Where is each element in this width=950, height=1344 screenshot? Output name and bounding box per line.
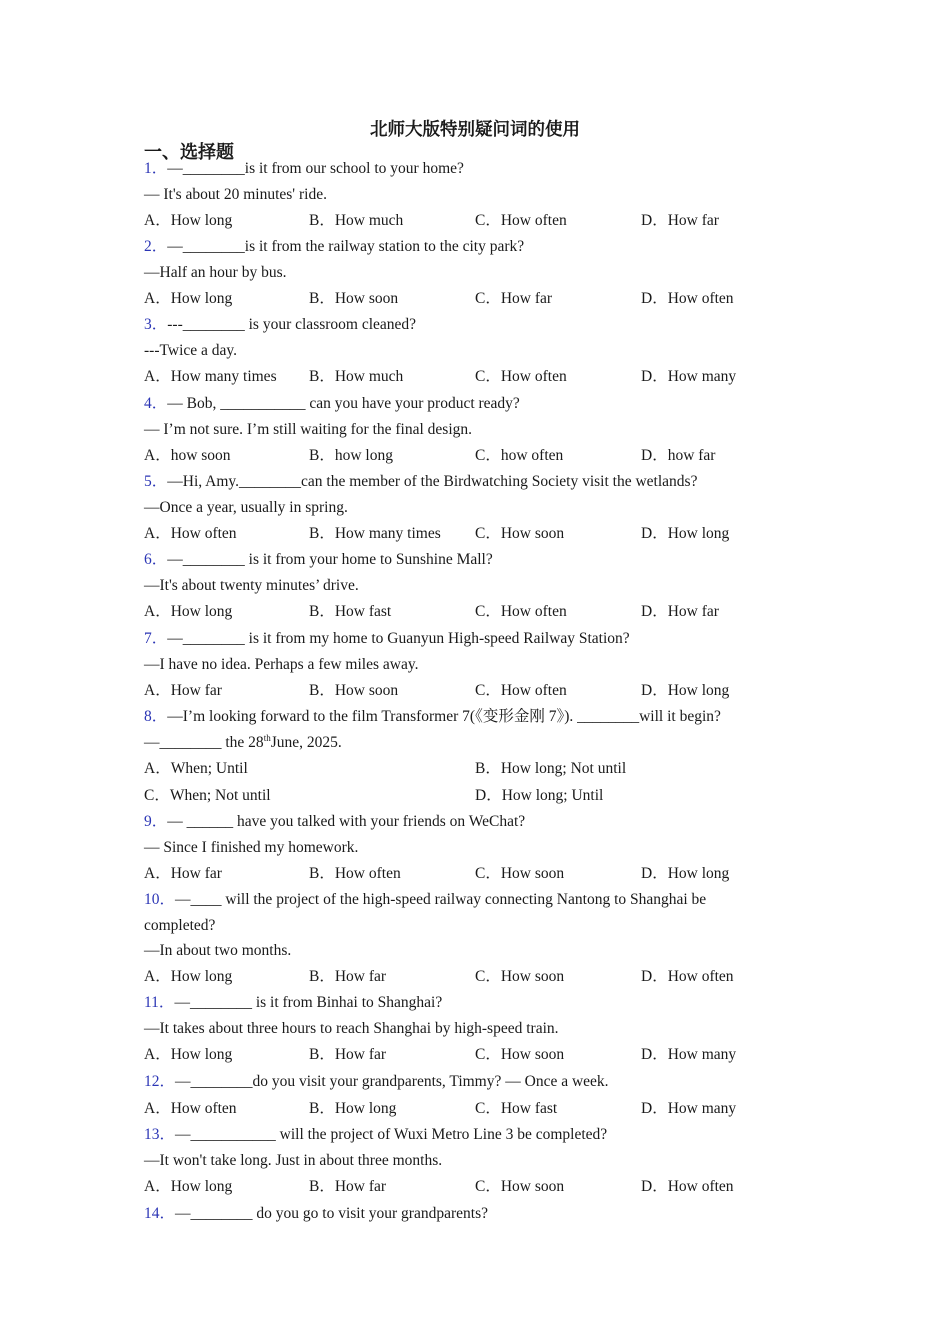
option-d[interactable]: D．How far (641, 212, 719, 229)
answer-line: —I have no idea. Perhaps a few miles away. (144, 656, 419, 673)
option-a[interactable]: A．How long (144, 1178, 233, 1195)
section-heading: 一、选择题 (144, 142, 234, 162)
question-stem: 10．—____ will the project of the high-speed railway connecting Nantong to Shanghai be (144, 891, 707, 908)
answer-line: —Once a year, usually in spring. (144, 499, 348, 516)
option-a[interactable]: A．How many times (144, 368, 277, 385)
answer-line: — It's about 20 minutes' ride. (144, 186, 327, 203)
question-stem: 8．—I’m looking forward to the film Transformer 7(《变形金刚 7》). ________will it begin? (144, 708, 721, 725)
question-stem: 3．---________ is your classroom cleaned? (144, 316, 417, 333)
option-b[interactable]: B．How far (309, 1178, 387, 1195)
question-stem: 13．—___________ will the project of Wuxi Metro Line 3 be completed? (144, 1126, 608, 1143)
option-a[interactable]: A．How long (144, 212, 233, 229)
option-b[interactable]: B．How far (309, 1046, 387, 1063)
answer-line: —It takes about three hours to reach Shanghai by high-speed train. (144, 1020, 559, 1037)
option-d[interactable]: D．How many (641, 368, 737, 385)
option-c[interactable]: C．How often (475, 212, 567, 229)
option-a[interactable]: A．How often (144, 1100, 237, 1117)
question-stem: 1．—________is it from our school to your home? (144, 160, 464, 177)
option-b[interactable]: B．How soon (309, 682, 399, 699)
question-number: 8． (144, 708, 168, 725)
question-number: 5． (144, 473, 168, 490)
option-d[interactable]: D．How long (641, 682, 730, 699)
option-c[interactable]: C．How soon (475, 525, 565, 542)
question-stem: 4．— Bob, ___________ can you have your product ready? (144, 395, 520, 412)
question-stem: 6．—________ is it from your home to Sunshine Mall? (144, 551, 493, 568)
question-stem: 7．—________ is it from my home to Guanyun High-speed Railway Station? (144, 630, 630, 647)
option-b[interactable]: B．How long (309, 1100, 397, 1117)
question-number: 2． (144, 238, 168, 255)
option-c[interactable]: C．When; Not until (144, 787, 271, 804)
question-number: 11． (144, 994, 175, 1011)
option-b[interactable]: B．How soon (309, 290, 399, 307)
answer-line: —It's about twenty minutes’ drive. (144, 577, 359, 594)
answer-line: —It won't take long. Just in about three months. (144, 1152, 443, 1169)
option-d[interactable]: D．How far (641, 603, 719, 620)
question-stem: 9．— ______ have you talked with your friends on WeChat? (144, 813, 526, 830)
option-b[interactable]: B．How much (309, 368, 404, 385)
option-b[interactable]: B．How fast (309, 603, 392, 620)
answer-line: —Half an hour by bus. (144, 264, 287, 281)
question-number: 9． (144, 813, 168, 830)
question-number: 1． (144, 160, 168, 177)
option-a[interactable]: A．How long (144, 968, 233, 985)
question-number: 10． (144, 891, 176, 908)
option-c[interactable]: C．How fast (475, 1100, 558, 1117)
option-b[interactable]: B．How long; Not until (475, 760, 627, 777)
question-number: 4． (144, 395, 168, 412)
option-b[interactable]: B．How often (309, 865, 401, 882)
question-number: 6． (144, 551, 168, 568)
question-stem-continued: completed? (144, 917, 216, 934)
option-c[interactable]: C．How often (475, 368, 567, 385)
question-stem: 12．—________do you visit your grandparents, Timmy? — Once a week. (144, 1073, 609, 1090)
option-a[interactable]: A．How often (144, 525, 237, 542)
question-stem: 5．—Hi, Amy.________can the member of the Birdwatching Society visit the wetlands? (144, 473, 698, 490)
option-d[interactable]: D．How many (641, 1046, 737, 1063)
question-number: 13． (144, 1126, 176, 1143)
option-a[interactable]: A．How long (144, 603, 233, 620)
option-d[interactable]: D．How long (641, 525, 730, 542)
option-c[interactable]: C．How far (475, 290, 553, 307)
option-d[interactable]: D．How often (641, 1178, 734, 1195)
option-c[interactable]: C．How often (475, 682, 567, 699)
option-d[interactable]: D．How often (641, 290, 734, 307)
question-number: 3． (144, 316, 168, 333)
option-a[interactable]: A．How far (144, 682, 222, 699)
option-b[interactable]: B．How many times (309, 525, 441, 542)
option-b[interactable]: B．How much (309, 212, 404, 229)
question-stem: 11．—________ is it from Binhai to Shanghai? (144, 994, 443, 1011)
option-d[interactable]: D．How long; Until (475, 787, 604, 804)
question-stem: 14．—________ do you go to visit your grandparents? (144, 1205, 488, 1222)
question-number: 7． (144, 630, 168, 647)
option-d[interactable]: D．How many (641, 1100, 737, 1117)
option-c[interactable]: C．How soon (475, 865, 565, 882)
answer-line: — Since I finished my homework. (144, 839, 359, 856)
option-c[interactable]: C．How often (475, 603, 567, 620)
option-b[interactable]: B．How far (309, 968, 387, 985)
option-a[interactable]: A．how soon (144, 447, 231, 464)
option-a[interactable]: A．How long (144, 1046, 233, 1063)
page-title: 北师大版特别疑问词的使用 (370, 119, 580, 139)
question-stem: 2．—________is it from the railway station to the city park? (144, 238, 525, 255)
question-number: 12． (144, 1073, 176, 1090)
option-c[interactable]: C．how often (475, 447, 564, 464)
answer-line: ---Twice a day. (144, 342, 238, 359)
question-number: 14． (144, 1205, 176, 1222)
option-a[interactable]: A．How long (144, 290, 233, 307)
option-a[interactable]: A．When; Until (144, 760, 248, 777)
option-d[interactable]: D．how far (641, 447, 716, 464)
option-c[interactable]: C．How soon (475, 1178, 565, 1195)
option-a[interactable]: A．How far (144, 865, 222, 882)
option-c[interactable]: C．How soon (475, 1046, 565, 1063)
option-b[interactable]: B．how long (309, 447, 393, 464)
answer-line: —In about two months. (144, 942, 292, 959)
option-c[interactable]: C．How soon (475, 968, 565, 985)
answer-line: —________ the 28thJune, 2025. (144, 733, 342, 751)
option-d[interactable]: D．How often (641, 968, 734, 985)
answer-line: — I’m not sure. I’m still waiting for the final design. (144, 421, 473, 438)
option-d[interactable]: D．How long (641, 865, 730, 882)
